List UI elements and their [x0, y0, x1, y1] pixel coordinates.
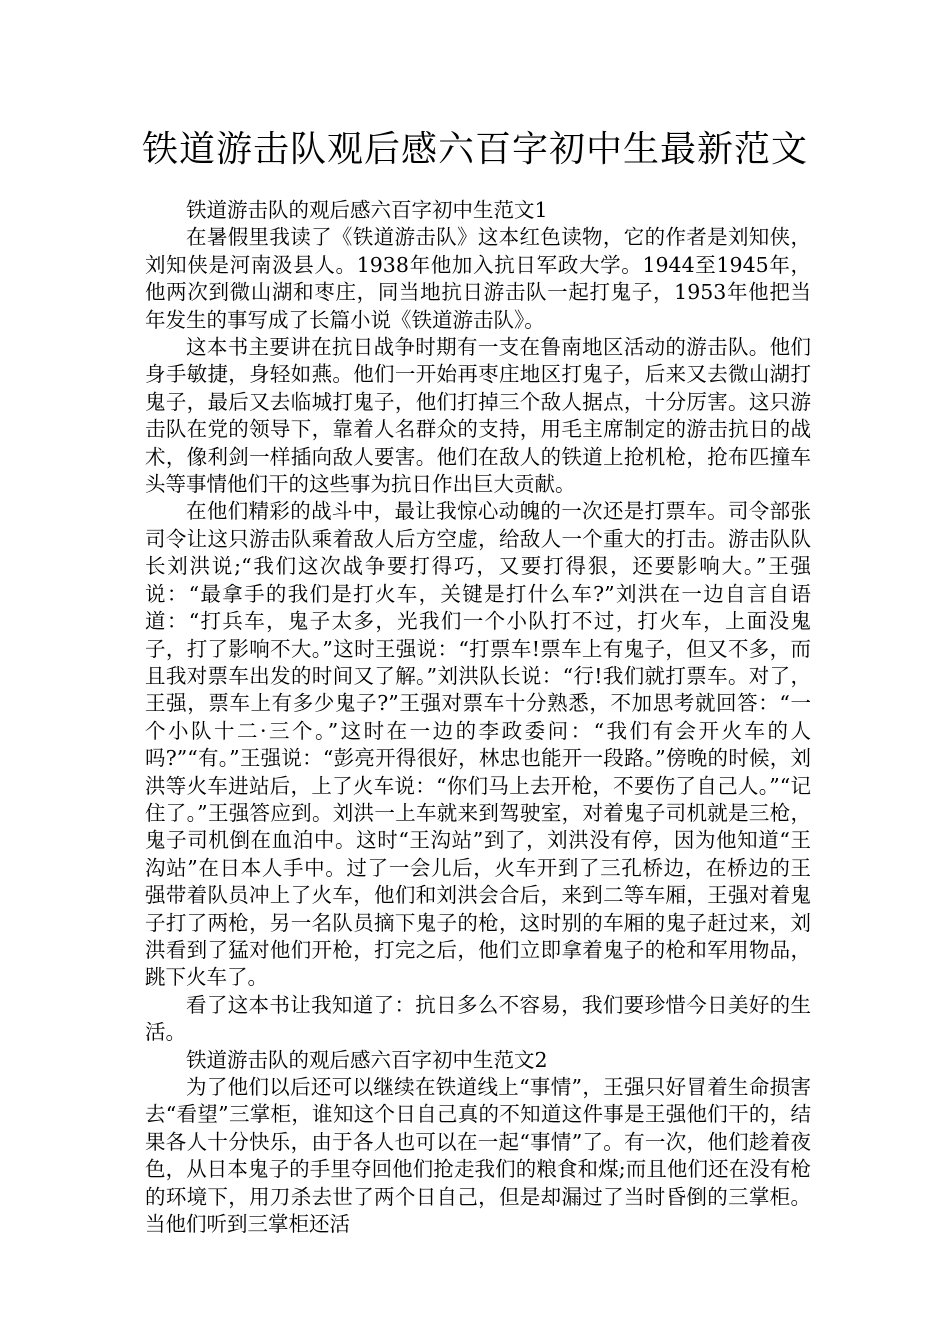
- body-paragraph: 看了这本书让我知道了：抗日多么不容易，我们要珍惜今日美好的生活。: [145, 992, 811, 1045]
- body-paragraph: 为了他们以后还可以继续在铁道线上“事情”，王强只好冒着生命损害去“看望”三掌柜，谁知这个日自己真的不知道这件事是王强他们干的，结果各人十分快乐，由于各人也可以在一起“事情”了。有一次，他们趁着夜色，从日本鬼子的手里夺回他们抢走我们的粮食和煤;而且他们还在没有枪的环境下，用刀杀去世了两个日自己，但是却漏过了当时昏倒的三掌柜。当他们听到三掌柜还活: [145, 1075, 811, 1237]
- essay-heading-2: 铁道游击队的观后感六百字初中生范文2: [186, 1047, 548, 1072]
- body-paragraph: 在暑假里我读了《铁道游击队》这本红色读物，它的作者是刘知侠，刘知侠是河南汲县人。1938年他加入抗日军政大学。1944至1945年，他两次到微山湖和枣庄，同当地抗日游击队一起打鬼子，1953年他把当年发生的事写成了长篇小说《铁道游击队》。: [145, 225, 811, 332]
- body-paragraph: 这本书主要讲在抗日战争时期有一支在鲁南地区活动的游击队。他们身手敏捷，身轻如燕。他们一开始再枣庄地区打鬼子，后来又去微山湖打鬼子，最后又去临城打鬼子，他们打掉三个敌人据点，十分厉害。这只游击队在党的领导下，靠着人名群众的支持，用毛主席制定的游击抗日的战术，像利剑一样插向敌人要害。他们在敌人的铁道上抢机枪，抢布匹撞车头等事情他们干的这些事为抗日作出巨大贡献。: [145, 335, 811, 497]
- body-paragraph: 在他们精彩的战斗中，最让我惊心动魄的一次还是打票车。司令部张司令让这只游击队乘着敌人后方空虚，给敌人一个重大的打击。游击队队长刘洪说;“我们这次战争要打得巧，又要打得狠，还要影响大。”王强说：“最拿手的我们是打火车，关键是打什么车?”刘洪在一边自言自语道：“打兵车，鬼子太多，光我们一个小队打不过，打火车，上面没鬼子，打了影响不大。”这时王强说：“打票车!票车上有鬼子，但又不多，而且我对票车出发的时间又了解。”刘洪队长说：“行!我们就打票车。对了，王强，票车上有多少鬼子?”王强对票车十分熟悉，不加思考就回答：“一个小队十二·三个。”这时在一边的李政委问：“我们有会开火车的人吗?”“有。”王强说：“彭亮开得很好，林忠也能开一段路。”傍晚的时候，刘洪等火车进站后，上了火车说：“你们马上去开枪，不要伤了自己人。”“记住了。”王强答应到。刘洪一上车就来到驾驶室，对着鬼子司机就是三枪，鬼子司机倒在血泊中。这时“王沟站”到了，刘洪没有停，因为他知道“王沟站”在日本人手中。过了一会儿后，火车开到了三孔桥边，在桥边的王强带着队员冲上了火车，他们和刘洪会合后，来到二等车厢，王强对着鬼子打了两枪，另一名队员摘下鬼子的枪，这时别的车厢的鬼子赶过来，刘洪看到了猛对他们开枪，打完之后，他们立即拿着鬼子的枪和军用物品，跳下火车了。: [145, 499, 811, 990]
- document-title: 铁道游击队观后感六百字初中生最新范文: [141, 129, 808, 170]
- document-body: [145, 197, 811, 1238]
- essay-heading-1: 铁道游击队的观后感六百字初中生范文1: [186, 198, 548, 222]
